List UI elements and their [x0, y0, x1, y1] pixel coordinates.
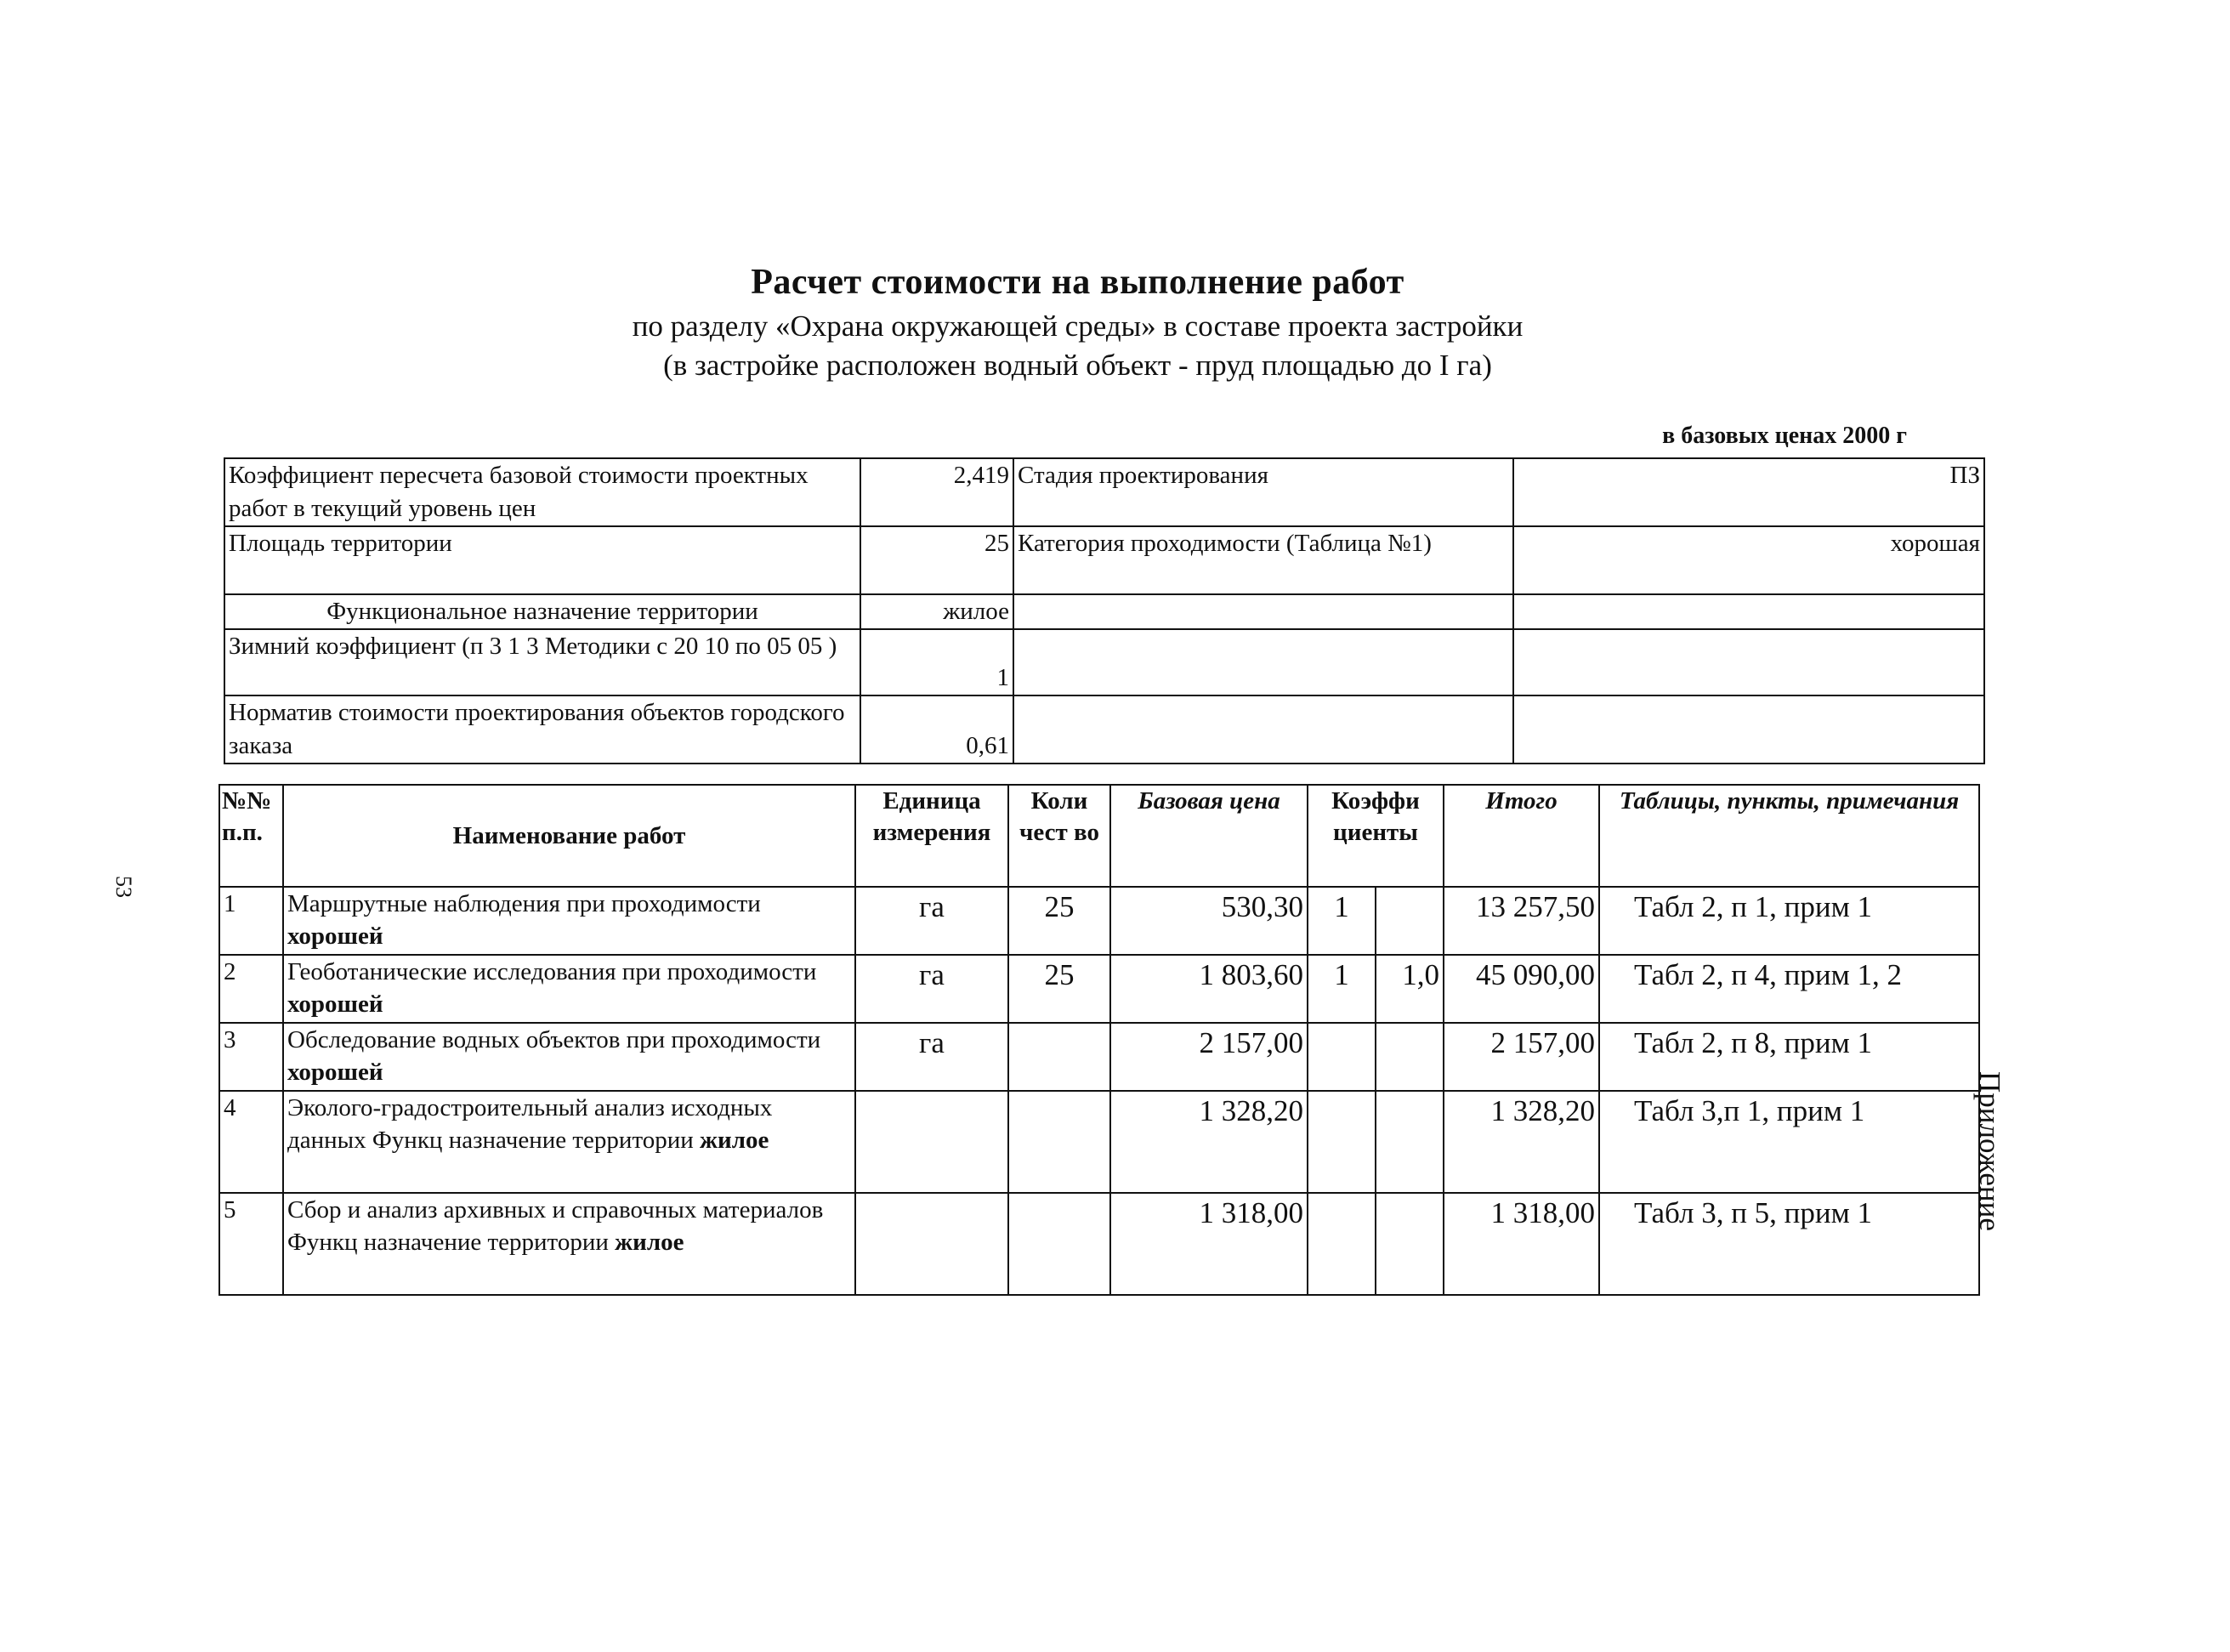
row-price: 530,30: [1110, 887, 1308, 955]
param-value: 25: [860, 526, 1013, 594]
param-label-2: [1013, 594, 1513, 629]
param-label-2: [1013, 695, 1513, 764]
document-subtitle-note: (в застройке расположен водный объект - пруд площадью до I га): [663, 349, 1492, 382]
header-total: Итого: [1444, 785, 1599, 887]
header-name: Наименование работ: [283, 785, 855, 887]
row-name-bold: жилое: [700, 1127, 769, 1154]
row-coef-1: [1308, 1193, 1376, 1295]
param-label: Норматив стоимости проектирования объектов городского заказа: [224, 695, 860, 764]
param-label: Площадь территории: [224, 526, 860, 594]
table-row: [219, 1023, 1979, 1091]
param-row: [224, 629, 1984, 695]
param-row: [224, 526, 1984, 594]
row-unit: [855, 1193, 1008, 1295]
row-unit: га: [855, 887, 1008, 955]
row-price: 1 318,00: [1110, 1193, 1308, 1295]
param-label: Функциональное назначение территории: [224, 594, 860, 629]
row-coef-1: 1: [1308, 955, 1376, 1023]
row-num: 4: [219, 1091, 283, 1193]
row-total: 1 328,20: [1444, 1091, 1599, 1193]
row-qty: [1008, 1023, 1110, 1091]
row-coef-1: [1308, 1023, 1376, 1091]
header-unit: Единица измерения: [855, 785, 1008, 887]
param-value: жилое: [860, 594, 1013, 629]
param-row: [224, 458, 1984, 526]
param-value-2: [1513, 695, 1984, 764]
table-row: [219, 1193, 1979, 1295]
row-num: 3: [219, 1023, 283, 1091]
row-total: 13 257,50: [1444, 887, 1599, 955]
row-name-bold: хорошей: [287, 991, 383, 1018]
param-label-2: Категория проходимости (Таблица №1): [1013, 526, 1513, 594]
row-total: 1 318,00: [1444, 1193, 1599, 1295]
row-num: 2: [219, 955, 283, 1023]
row-name: [283, 1193, 855, 1295]
row-unit: [855, 1091, 1008, 1193]
row-qty: [1008, 1091, 1110, 1193]
param-label-2: Стадия проектирования: [1013, 458, 1513, 526]
row-name-text: Геоботанические исследования при проходимости: [287, 958, 817, 985]
param-value: 0,61: [860, 695, 1013, 764]
page-number: 53: [111, 876, 136, 898]
document-subtitle: по разделу «Охрана окружающей среды» в составе проекта застройки: [632, 309, 1524, 343]
header-notes: Таблицы, пункты, примечания: [1599, 785, 1979, 887]
row-name-text: Обследование водных объектов при проходимости: [287, 1026, 821, 1053]
row-name: [283, 1091, 855, 1193]
row-name-bold: хорошей: [287, 923, 383, 950]
row-price: 2 157,00: [1110, 1023, 1308, 1091]
param-value: 2,419: [860, 458, 1013, 526]
row-num: 5: [219, 1193, 283, 1295]
row-name: [283, 1023, 855, 1091]
appendix-label: Приложение: [1973, 1071, 2006, 1231]
header-num: №№ п.п.: [219, 785, 283, 887]
param-value-2: ПЗ: [1513, 458, 1984, 526]
row-notes: Табл 2, п 8, прим 1: [1599, 1023, 1979, 1091]
param-value-2: [1513, 594, 1984, 629]
row-unit: га: [855, 955, 1008, 1023]
header-coef: Коэффи циенты: [1308, 785, 1444, 887]
header-qty: Коли чест во: [1008, 785, 1110, 887]
row-name: [283, 887, 855, 955]
row-price: 1 328,20: [1110, 1091, 1308, 1193]
row-qty: [1008, 1193, 1110, 1295]
document-title: Расчет стоимости на выполнение работ: [751, 263, 1404, 302]
row-coef-2: 1,0: [1376, 955, 1444, 1023]
row-notes: Табл 3, п 5, прим 1: [1599, 1193, 1979, 1295]
row-coef-2: [1376, 1193, 1444, 1295]
row-name-text: Маршрутные наблюдения при проходимости: [287, 890, 761, 917]
param-label: Зимний коэффициент (п 3 1 3 Методики с 20 10 по 05 05 ): [224, 629, 860, 695]
row-name: [283, 955, 855, 1023]
row-notes: Табл 2, п 1, прим 1: [1599, 887, 1979, 955]
row-total: 45 090,00: [1444, 955, 1599, 1023]
table-row: [219, 955, 1979, 1023]
param-value: 1: [860, 629, 1013, 695]
row-notes: Табл 2, п 4, прим 1, 2: [1599, 955, 1979, 1023]
row-qty: 25: [1008, 955, 1110, 1023]
table-row: [219, 1091, 1979, 1193]
param-row: [224, 594, 1984, 629]
row-notes: Табл 3,п 1, прим 1: [1599, 1091, 1979, 1193]
param-value-2: хорошая: [1513, 526, 1984, 594]
row-unit: га: [855, 1023, 1008, 1091]
row-coef-2: [1376, 1023, 1444, 1091]
param-row: [224, 695, 1984, 764]
row-name-bold: хорошей: [287, 1059, 383, 1086]
param-value-2: [1513, 629, 1984, 695]
works-table: [218, 784, 1980, 1296]
prices-note: в базовых ценах 2000 г: [1662, 423, 1907, 449]
row-num: 1: [219, 887, 283, 955]
row-total: 2 157,00: [1444, 1023, 1599, 1091]
works-header-row: [219, 785, 1979, 887]
row-name-text: Эколого-градостроительный анализ исходных данных Функц назначение территории: [287, 1094, 773, 1154]
param-label-2: [1013, 629, 1513, 695]
header-price: Базовая цена: [1110, 785, 1308, 887]
row-qty: 25: [1008, 887, 1110, 955]
row-coef-1: 1: [1308, 887, 1376, 955]
parameters-table: [224, 457, 1985, 764]
row-price: 1 803,60: [1110, 955, 1308, 1023]
param-label: Коэффициент пересчета базовой стоимости проектных работ в текущий уровень цен: [224, 458, 860, 526]
table-row: [219, 887, 1979, 955]
row-coef-2: [1376, 887, 1444, 955]
row-coef-2: [1376, 1091, 1444, 1193]
row-coef-1: [1308, 1091, 1376, 1193]
row-name-text: Сбор и анализ архивных и справочных материалов Функц назначение территории: [287, 1196, 824, 1256]
row-name-bold: жилое: [615, 1229, 684, 1256]
